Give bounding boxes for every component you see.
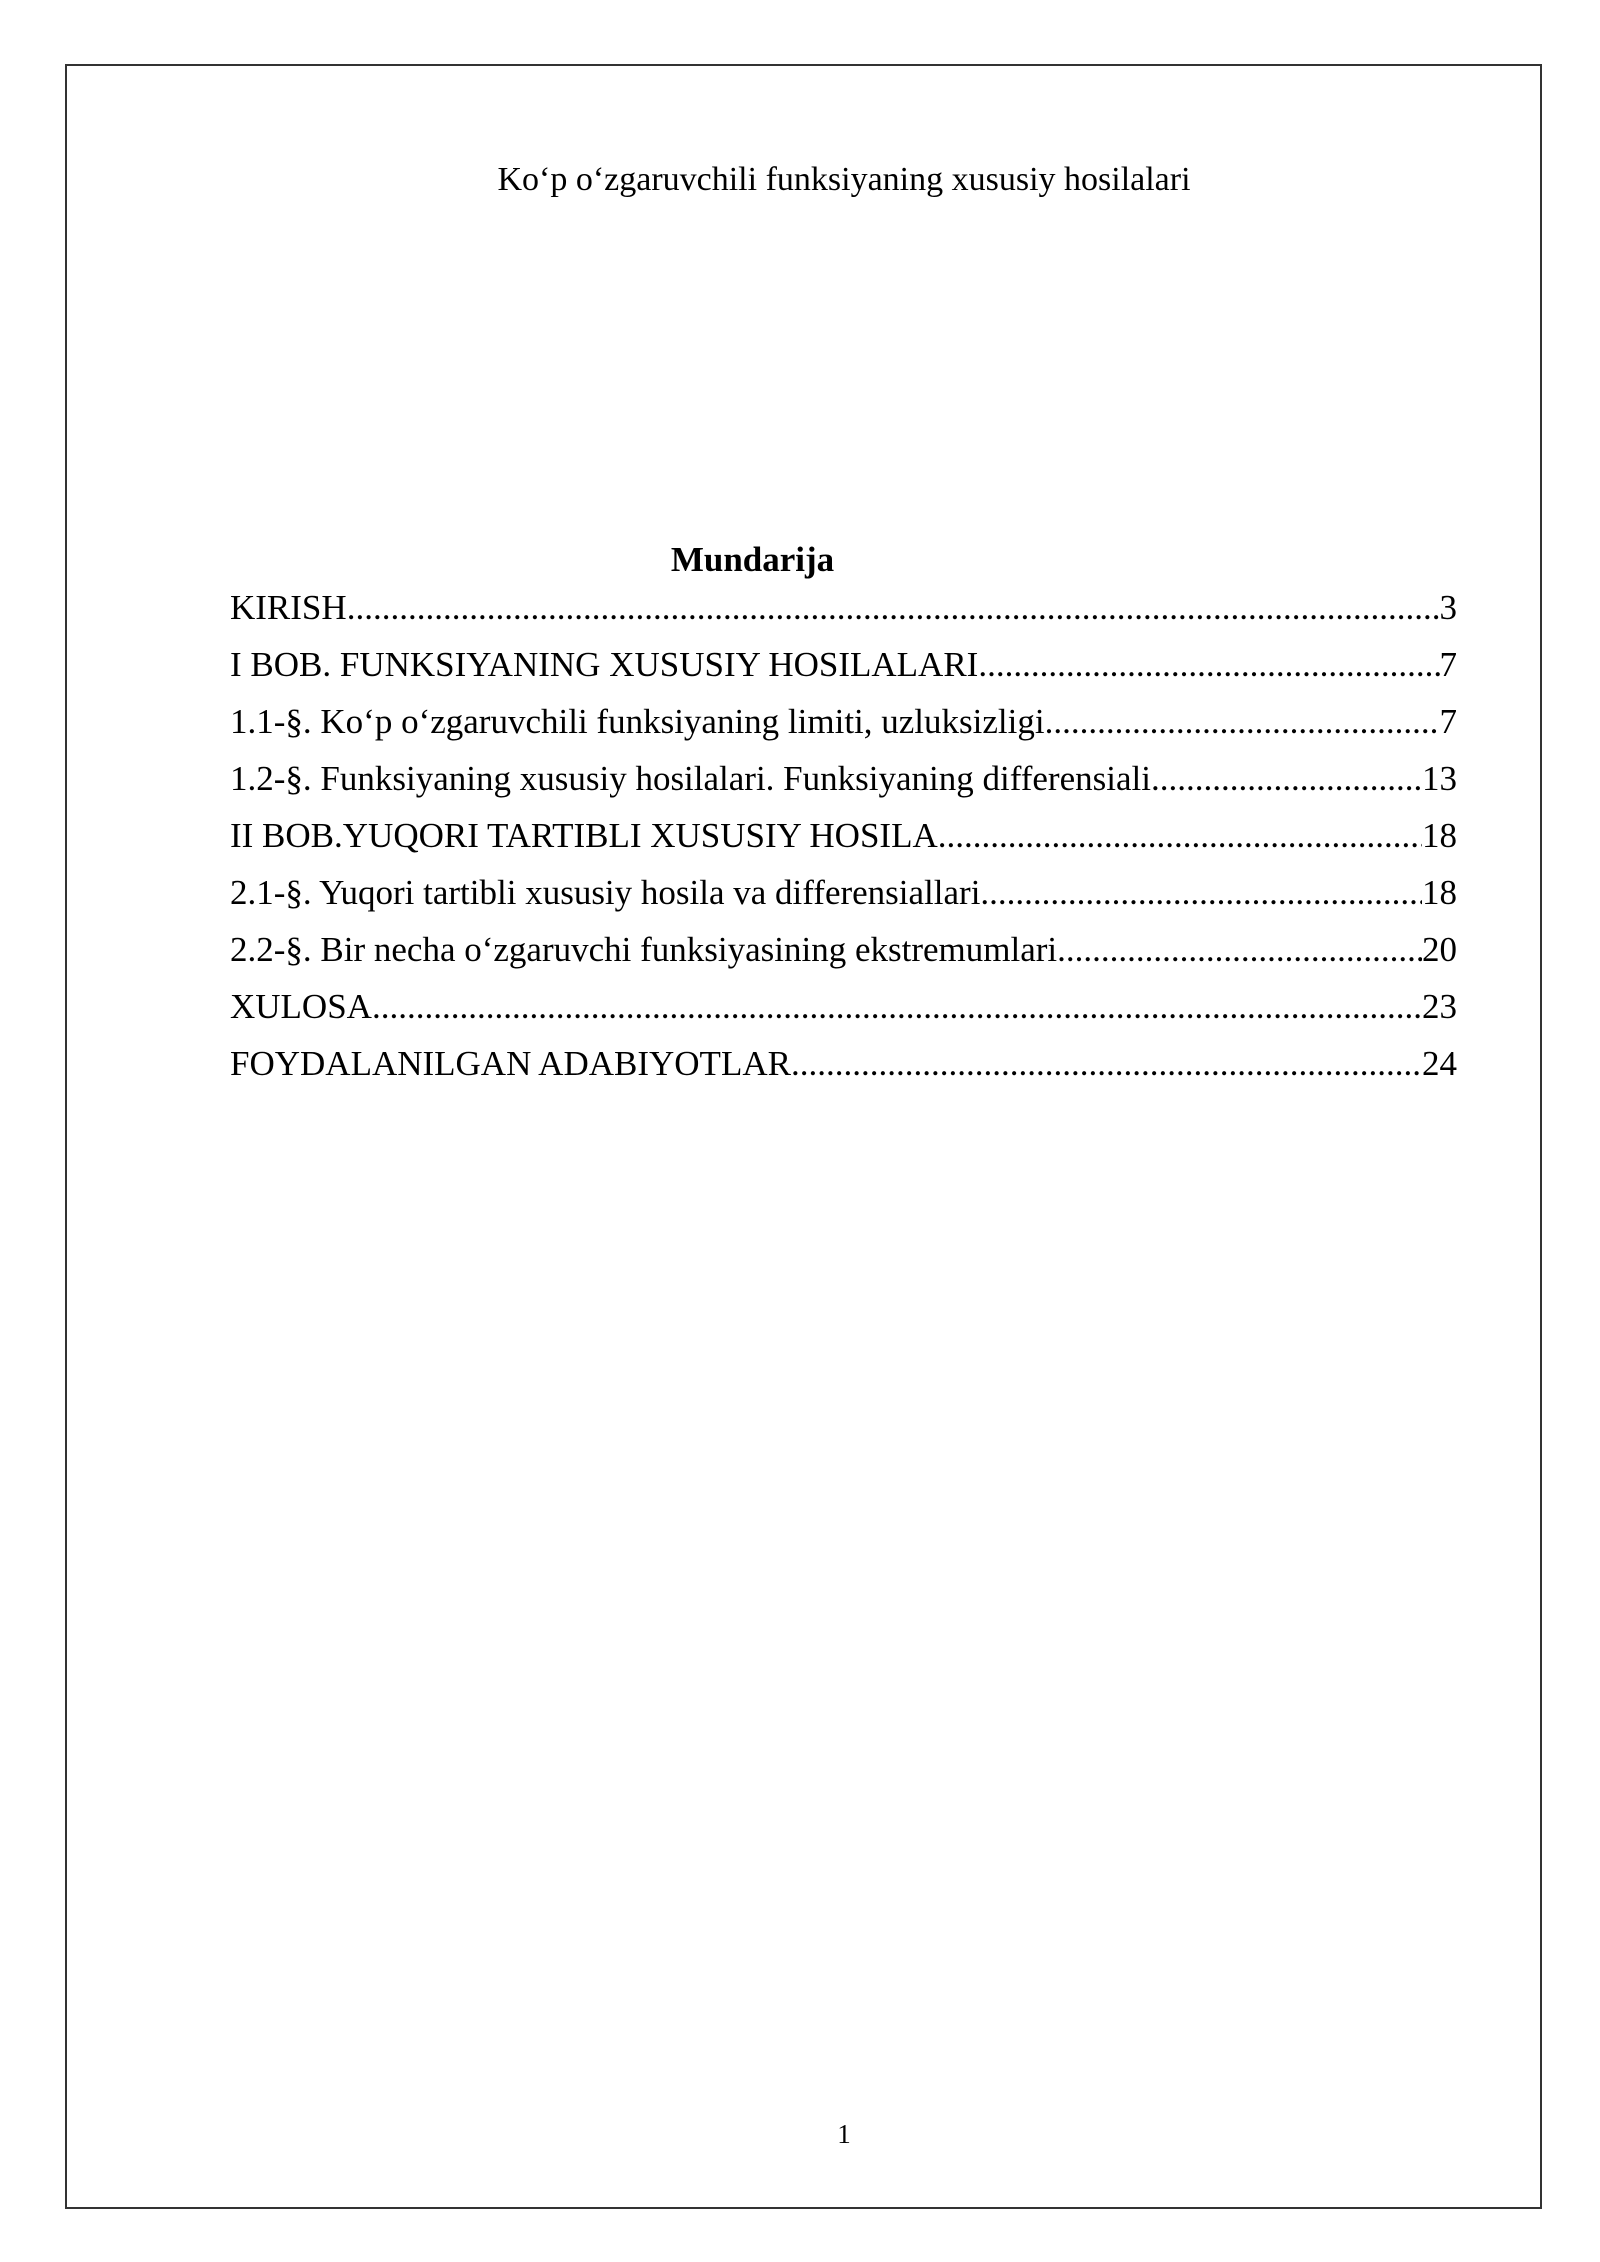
toc-dot-leader [1151, 757, 1422, 801]
document-title: Ko‘p o‘zgaruvchili funksiyaning xususiy hosilalari [497, 161, 1191, 198]
page-border [65, 64, 1542, 2209]
toc-entry-page: 3 [1439, 588, 1457, 627]
toc-dot-leader [938, 814, 1422, 858]
toc-entry-title: 2.2-§. Bir necha o‘zgaruvchi funksiyasining ekstremumlari [230, 930, 1058, 969]
toc-entry-chapter-1[interactable] [230, 643, 1457, 700]
toc-entry-title: 1.2-§. Funksiyaning xususiy hosilalari. Funksiyaning differensiali [230, 759, 1151, 798]
toc-entry-title: KIRISH [230, 588, 347, 627]
toc-entry-page: 13 [1422, 759, 1457, 798]
toc-entry-title: FOYDALANILGAN ADABIYOTLAR [230, 1044, 791, 1083]
toc-heading: Mundarija [670, 540, 835, 579]
toc-entry-page: 7 [1439, 702, 1457, 741]
toc-entry-page: 20 [1422, 930, 1457, 969]
toc-entry-title: 1.1-§. Ko‘p o‘zgaruvchili funksiyaning limiti, uzluksizligi [230, 702, 1045, 741]
toc-entry-xulosa[interactable] [230, 985, 1457, 1042]
toc-entry-title: 2.1-§. Yuqori tartibli xususiy hosila va differensiallari [230, 873, 981, 912]
toc-entry-title: II BOB.YUQORI TARTIBLI XUSUSIY HOSILA [230, 816, 938, 855]
toc-entry-kirish[interactable] [230, 586, 1457, 643]
toc-dot-leader [978, 643, 1439, 687]
toc-dot-leader [980, 871, 1422, 915]
toc-entry-page: 24 [1422, 1044, 1457, 1083]
toc-entry-references[interactable] [230, 1042, 1457, 1099]
toc-dot-leader [372, 985, 1422, 1029]
toc-entry-title: I BOB. FUNKSIYANING XUSUSIY HOSILALARI [230, 645, 979, 684]
toc-entry-page: 18 [1422, 873, 1457, 912]
toc-entry-section-2-1[interactable] [230, 871, 1457, 928]
toc-dot-leader [791, 1042, 1422, 1086]
toc-entry-section-1-2[interactable] [230, 757, 1457, 814]
table-of-contents [230, 586, 1457, 1099]
toc-entry-page: 7 [1439, 645, 1457, 684]
toc-entry-section-2-2[interactable] [230, 928, 1457, 985]
toc-dot-leader [1045, 700, 1440, 744]
toc-entry-chapter-2[interactable] [230, 814, 1457, 871]
toc-dot-leader [1057, 928, 1422, 972]
page-number: 1 [837, 2119, 851, 2149]
toc-entry-title: XULOSA [230, 987, 372, 1026]
toc-entry-page: 18 [1422, 816, 1457, 855]
toc-entry-section-1-1[interactable] [230, 700, 1457, 757]
toc-dot-leader [347, 586, 1440, 630]
toc-entry-page: 23 [1422, 987, 1457, 1026]
